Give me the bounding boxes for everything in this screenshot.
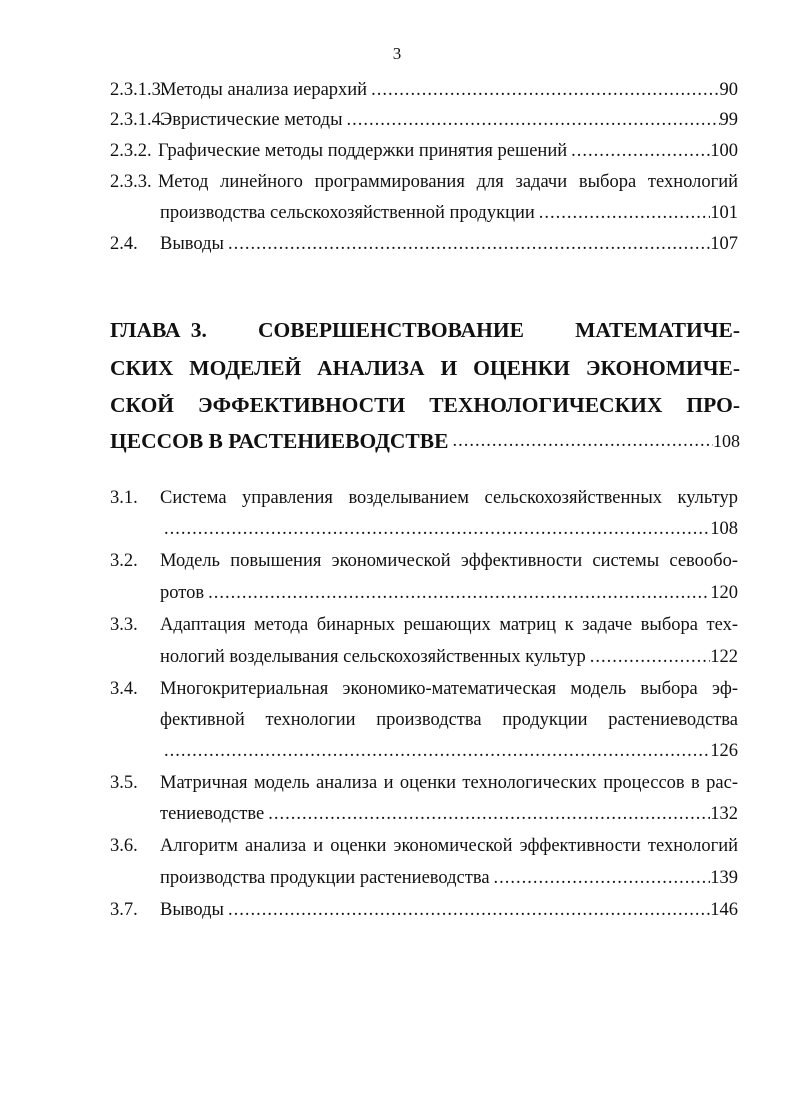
toc-number: 2.3.1.3.: [110, 80, 166, 100]
toc-page: 120: [710, 583, 738, 603]
toc-title: Выводы: [160, 234, 224, 254]
chapter-heading-line: СКОЙ ЭФФЕКТИВНОСТИ ТЕХНОЛОГИЧЕСКИХ ПРО-: [110, 393, 740, 417]
dot-leader: [268, 802, 710, 826]
toc-title-line[interactable]: Метод линейного программирования для задачи выбора технологий: [158, 172, 738, 192]
toc-entry[interactable]: [160, 78, 738, 102]
toc-entry[interactable]: [160, 108, 738, 132]
toc-title-line[interactable]: Многокритериальная экономико-математическая модель выбора эф-: [160, 679, 738, 699]
toc-number: 3.1.: [110, 488, 138, 508]
toc-title: ротов: [160, 583, 205, 603]
toc-number: 3.7.: [110, 900, 138, 920]
toc-title: производства сельскохозяйственной продукции: [160, 203, 535, 223]
toc-title-line[interactable]: Модель повышения экономической эффективности системы севообо-: [160, 551, 738, 571]
toc-title: Методы анализа иерархий: [160, 80, 368, 100]
toc-page: 107: [710, 234, 738, 254]
dot-leader: [208, 581, 710, 605]
toc-entry[interactable]: [160, 802, 738, 826]
toc-title-line[interactable]: фективной технологии производства продукции растениеводства: [160, 710, 738, 730]
toc-page: 108: [710, 519, 738, 539]
toc-entry[interactable]: [160, 232, 738, 256]
toc-page: 146: [710, 900, 738, 920]
toc-page: 132: [710, 804, 738, 824]
toc-title: тениеводстве: [160, 804, 265, 824]
toc-entry[interactable]: [160, 201, 738, 225]
toc-title-line[interactable]: Матричная модель анализа и оценки технологических процессов в рас-: [160, 773, 738, 793]
toc-title: производства продукции растениеводства: [160, 868, 490, 888]
toc-entry[interactable]: [160, 739, 738, 763]
toc-number: 2.3.3.: [110, 172, 152, 192]
dot-leader: [228, 898, 710, 922]
toc-page: 99: [719, 110, 738, 130]
toc-entry[interactable]: [160, 581, 738, 605]
toc-number: 2.3.2.: [110, 141, 152, 161]
toc-number: 3.5.: [110, 773, 138, 793]
toc-page: 100: [710, 141, 738, 161]
toc-page: 101: [710, 203, 738, 223]
toc-title: Графические методы поддержки принятия решений: [158, 141, 568, 161]
chapter-heading-line: СКИХ МОДЕЛЕЙ АНАЛИЗА И ОЦЕНКИ ЭКОНОМИЧЕ-: [110, 356, 740, 380]
dot-leader: [164, 739, 710, 763]
toc-page: 122: [710, 647, 738, 667]
dot-leader: [347, 108, 720, 132]
toc-title-line[interactable]: Адаптация метода бинарных решающих матриц к задаче выбора тех-: [160, 615, 738, 635]
toc-title-line[interactable]: Система управления возделыванием сельскохозяйственных культур: [160, 488, 738, 508]
toc-number: 3.6.: [110, 836, 138, 856]
toc-title: Выводы: [160, 900, 224, 920]
toc-page: 139: [710, 868, 738, 888]
dot-leader: [164, 517, 710, 541]
dot-leader: [571, 139, 710, 163]
toc-entry[interactable]: [158, 139, 738, 163]
dot-leader: [452, 427, 713, 455]
toc-entry[interactable]: [160, 898, 738, 922]
toc-title: Эвристические методы: [160, 110, 343, 130]
dot-leader: [539, 201, 710, 225]
dot-leader: [371, 78, 719, 102]
dot-leader: [590, 645, 711, 669]
toc-entry[interactable]: [160, 517, 738, 541]
toc-title-line[interactable]: Алгоритм анализа и оценки экономической эффективности технологий: [160, 836, 738, 856]
page-number: 3: [392, 44, 402, 63]
toc-page: 108: [713, 431, 740, 451]
chapter-heading-line: ГЛАВА 3. СОВЕРШЕНСТВОВАНИЕ МАТЕМАТИЧЕ-: [110, 318, 740, 342]
dot-leader: [494, 866, 711, 890]
toc-number: 3.2.: [110, 551, 138, 571]
dot-leader: [228, 232, 710, 256]
toc-number: 3.4.: [110, 679, 138, 699]
toc-page: 126: [710, 741, 738, 761]
toc-number: 2.4.: [110, 234, 138, 254]
chapter-heading-line: ЦЕССОВ В РАСТЕНИЕВОДСТВЕ: [110, 429, 449, 453]
toc-title: нологий возделывания сельскохозяйственных культур: [160, 647, 586, 667]
toc-number: 2.3.1.4.: [110, 110, 166, 130]
toc-number: 3.3.: [110, 615, 138, 635]
toc-entry[interactable]: [160, 645, 738, 669]
chapter-heading-entry[interactable]: [110, 427, 740, 455]
toc-page: 90: [719, 80, 738, 100]
toc-entry[interactable]: [160, 866, 738, 890]
